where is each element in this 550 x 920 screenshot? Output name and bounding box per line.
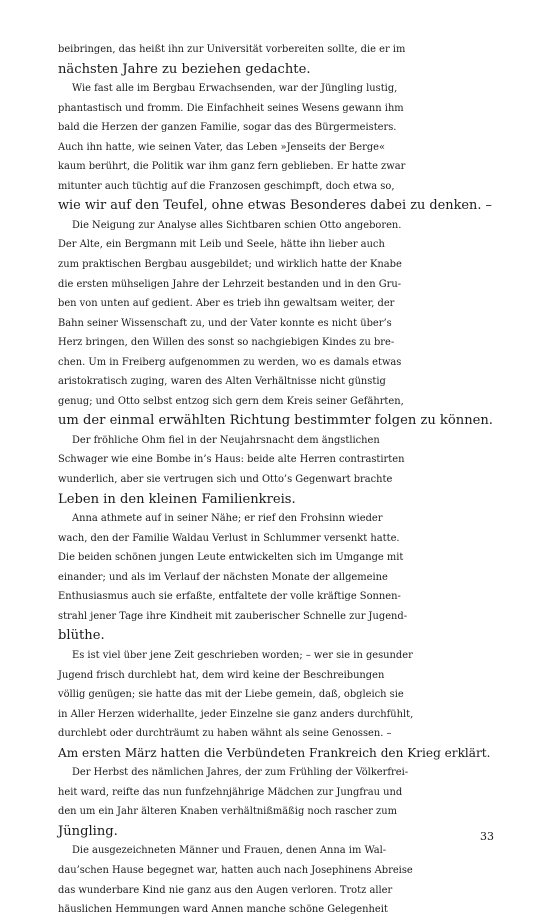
text-line: einander; und als im Verlauf der nächsten Monate der allgemeine xyxy=(58,571,388,583)
text-line: chen. Um in Freiberg aufgenommen zu werden, wo es damals etwas xyxy=(58,356,402,368)
paragraph xyxy=(58,646,494,763)
paragraph xyxy=(58,431,494,509)
text-line: Jugend frisch durchlebt hat, dem wird keine der Beschreibungen xyxy=(58,669,385,681)
text-line: die ersten mühseligen Jahre der Lehrzeit bestanden und in den Gru- xyxy=(58,278,402,290)
page-number: 33 xyxy=(480,830,494,843)
text-line: Die ausgezeichneten Männer und Frauen, denen Anna im Wal- xyxy=(72,845,387,857)
text-line: strahl jener Tage ihre Kindheit mit zauberischer Schnelle zur Jugend- xyxy=(58,610,408,622)
paragraph xyxy=(58,216,494,431)
body-text xyxy=(58,40,494,920)
text-line: wie wir auf den Teufel, ohne etwas Besonderes dabei zu denken. – xyxy=(58,198,492,214)
text-line: Der fröhliche Ohm fiel in der Neujahrsnacht dem ängstlichen xyxy=(72,434,380,446)
text-line: Der Alte, ein Bergmann mit Leib und Seele, hätte ihn lieber auch xyxy=(58,239,385,251)
text-line: Leben in den kleinen Familienkreis. xyxy=(58,491,296,507)
text-line: aristokratisch zuging, waren des Alten Verhältnisse nicht günstig xyxy=(58,376,386,388)
text-line: Enthusiasmus auch sie erfaßte, entfaltete der volle kräftige Sonnen- xyxy=(58,591,401,603)
text-line: ben von unten auf gedient. Aber es trieb ihn gewaltsam weiter, der xyxy=(58,298,395,310)
text-line: nächsten Jahre zu beziehen gedachte. xyxy=(58,61,311,77)
text-line: genug; und Otto selbst entzog sich gern dem Kreis seiner Gefährten, xyxy=(58,395,404,407)
text-line: kaum berührt, die Politik war ihm ganz fern geblieben. Er hatte zwar xyxy=(58,161,406,173)
text-line: das wunderbare Kind nie ganz aus den Augen verloren. Trotz aller xyxy=(58,884,393,896)
text-line: zum praktischen Bergbau ausgebildet; und wirklich hatte der Knabe xyxy=(58,259,402,271)
text-line: Die Neigung zur Analyse alles Sichtbaren schien Otto angeboren. xyxy=(72,219,402,231)
text-line: blüthe. xyxy=(58,628,105,644)
text-line: um der einmal erwählten Richtung bestimmter folgen zu können. xyxy=(58,413,493,429)
text-line: wunderlich, aber sie vertrugen sich und Otto’s Gegenwart brachte xyxy=(58,474,393,486)
text-line: Wie fast alle im Bergbau Erwachsenden, war der Jüngling lustig, xyxy=(72,83,398,95)
text-line: in Aller Herzen widerhallte, jeder Einzelne sie ganz anders durchfühlt, xyxy=(58,708,414,720)
text-line: Der Herbst des nämlichen Jahres, der zum Frühling der Völkerfrei- xyxy=(72,767,409,779)
paragraph xyxy=(58,763,494,841)
text-line: wach, den der Familie Waldau Verlust in Schlummer versenkt hatte. xyxy=(58,532,400,544)
text-line: beibringen, das heißt ihn zur Universität vorbereiten sollte, die er im xyxy=(58,44,406,55)
text-line: Auch ihn hatte, wie seinen Vater, das Leben »Jenseits der Berge« xyxy=(58,141,386,153)
paragraph xyxy=(58,841,494,919)
paragraph xyxy=(58,509,494,646)
text-line: durchlebt oder durchträumt zu haben wähnt als seine Genossen. – xyxy=(58,728,392,740)
text-line: völlig genügen; sie hatte das mit der Liebe gemein, daß, obgleich sie xyxy=(58,689,404,701)
text-line: dau’schen Hause begegnet war, hatten auch nach Josephinens Abreise xyxy=(58,864,413,876)
text-line: Jüngling. xyxy=(58,823,118,839)
text-line: Anna athmete auf in seiner Nähe; er rief den Frohsinn wieder xyxy=(72,513,383,525)
text-line: mitunter auch tüchtig auf die Franzosen geschimpft, doch etwa so, xyxy=(58,180,395,192)
text-line: heit ward, reifte das nun funfzehnjährige Mädchen zur Jungfrau und xyxy=(58,786,403,798)
text-line: häuslichen Hemmungen ward Annen manche schöne Gelegenheit xyxy=(58,904,388,916)
text-line: Herz bringen, den Willen des sonst so nachgiebigen Kindes zu bre- xyxy=(58,337,395,349)
text-line: Schwager wie eine Bombe in’s Haus: beide alte Herren contrastirten xyxy=(58,454,405,466)
paragraph xyxy=(58,79,494,216)
text-line: Am ersten März hatten die Verbündeten Frankreich den Krieg erklärt. xyxy=(58,745,491,760)
text-line: Es ist viel über jene Zeit geschrieben worden; – wer sie in gesunder xyxy=(72,649,413,661)
text-line: phantastisch und fromm. Die Einfachheit seines Wesens gewann ihm xyxy=(58,102,404,114)
text-line: bald die Herzen der ganzen Familie, sogar das des Bürgermeisters. xyxy=(58,122,397,134)
paragraph xyxy=(58,40,494,79)
text-line: Die beiden schönen jungen Leute entwickelten sich im Umgange mit xyxy=(58,552,404,564)
text-line: den um ein Jahr älteren Knaben verhältnißmäßig noch rascher zum xyxy=(58,806,397,818)
text-line: Bahn seiner Wissenschaft zu, und der Vater konnte es nicht über’s xyxy=(58,317,392,329)
